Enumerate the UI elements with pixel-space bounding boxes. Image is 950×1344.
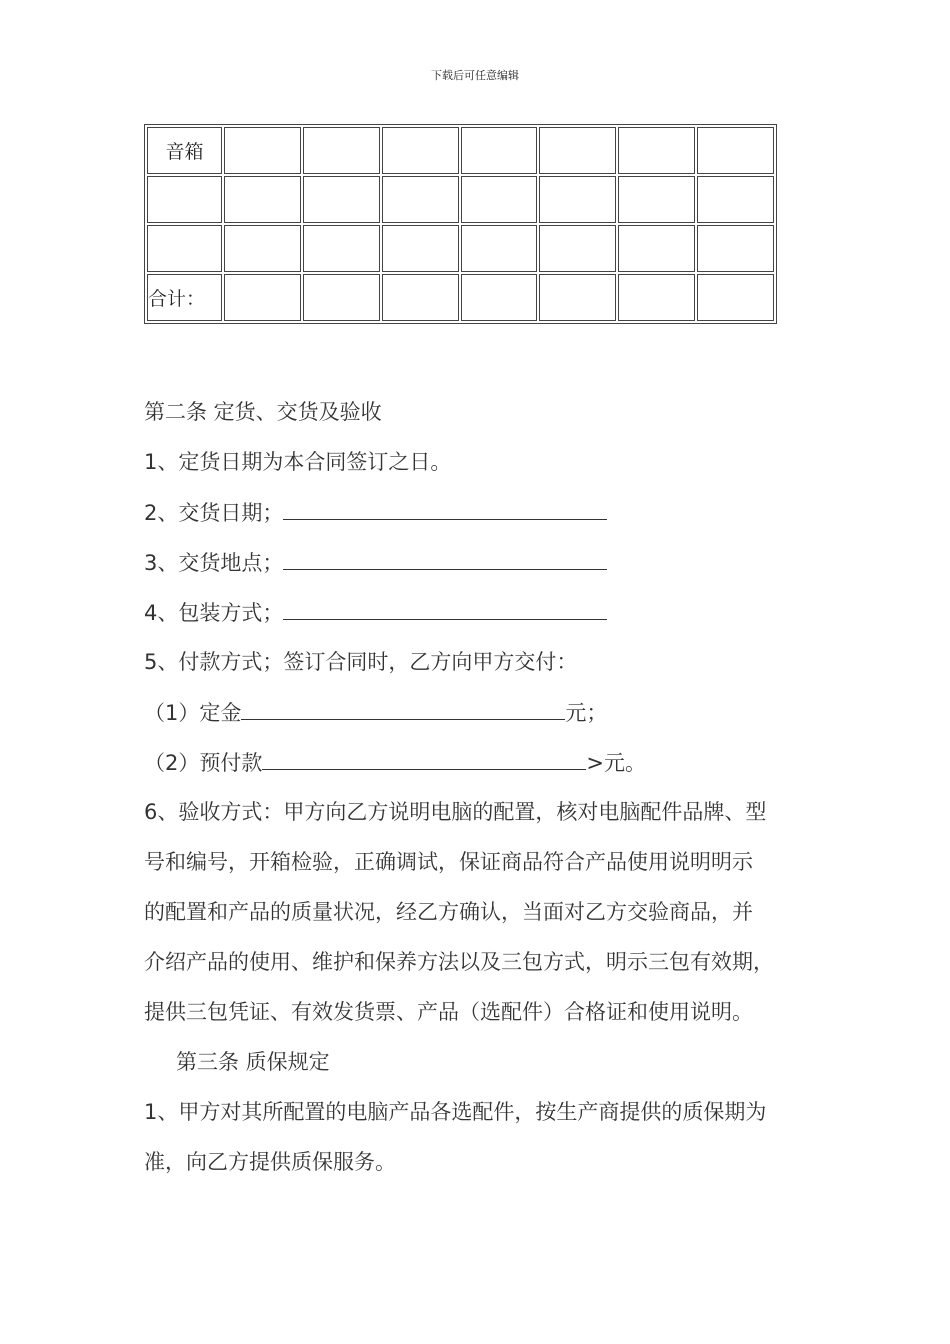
table-cell [461, 274, 538, 321]
table-row [147, 127, 774, 174]
table-cell [303, 176, 380, 223]
section2-item5: 5、付款方式；签订合同时，乙方向甲方交付： [144, 650, 578, 674]
page-header: 下载后可任意编辑 [431, 69, 519, 82]
section2-item4 [144, 597, 814, 628]
table-cell [697, 176, 774, 223]
deposit-label: （1）定金 [144, 701, 242, 725]
table-cell [224, 225, 301, 272]
table-cell [303, 127, 380, 174]
section2-item6-line4: 介绍产品的使用、维护和保养方法以及三包方式，明示三包有效期， [144, 950, 774, 974]
table-cell [382, 225, 459, 272]
prepayment-label: （2）预付款 [144, 751, 263, 775]
table-row [147, 176, 774, 223]
table-row [147, 225, 774, 272]
table-cell [697, 274, 774, 321]
section2-item6-line3: 的配置和产品的质量状况，经乙方确认，当面对乙方交验商品，并 [144, 900, 753, 924]
table-cell [382, 274, 459, 321]
table-cell [618, 274, 695, 321]
table-cell [618, 176, 695, 223]
table-cell [461, 225, 538, 272]
table-cell [303, 274, 380, 321]
section2-item1: 1、定货日期为本合同签订之日。 [144, 450, 452, 474]
table-cell [618, 127, 695, 174]
table-cell [382, 176, 459, 223]
table-cell [224, 176, 301, 223]
table-cell [461, 176, 538, 223]
deposit-suffix: 元； [565, 701, 608, 725]
table-cell [303, 225, 380, 272]
packaging-blank[interactable] [283, 597, 607, 620]
table-cell [224, 274, 301, 321]
section2-item3 [144, 547, 814, 578]
table-cell [697, 225, 774, 272]
item2-label: 2、交货日期； [144, 501, 284, 525]
section2-sub1 [144, 697, 814, 728]
prepayment-blank[interactable] [262, 747, 586, 770]
table-cell [539, 274, 616, 321]
item4-label: 4、包装方式； [144, 601, 284, 625]
table-cell [224, 127, 301, 174]
row-label-cell: 音箱 [147, 127, 222, 174]
section2-title: 第二条 定货、交货及验收 [144, 400, 382, 424]
table-cell [461, 127, 538, 174]
table-cell [539, 225, 616, 272]
section2-item6-line5: 提供三包凭证、有效发货票、产品（选配件）合格证和使用说明。 [144, 1000, 753, 1024]
section2-sub2 [144, 747, 814, 778]
table-cell [382, 127, 459, 174]
table-row [147, 274, 774, 321]
row-label-cell [147, 225, 222, 272]
section3-item1-line1: 1、甲方对其所配置的电脑产品各选配件，按生产商提供的质保期为 [144, 1100, 767, 1124]
table-cell [539, 127, 616, 174]
delivery-place-blank[interactable] [283, 547, 607, 570]
section2-item2 [144, 497, 814, 528]
section3-item1-line2: 准，向乙方提供质保服务。 [144, 1150, 396, 1174]
delivery-date-blank[interactable] [283, 497, 607, 520]
table-cell [618, 225, 695, 272]
row-label-cell [147, 176, 222, 223]
item3-label: 3、交货地点； [144, 551, 284, 575]
table-cell [539, 176, 616, 223]
prepayment-suffix: >元。 [586, 751, 646, 775]
deposit-blank[interactable] [241, 697, 565, 720]
section2-item6-line2: 号和编号，开箱检验，正确调试，保证商品符合产品使用说明明示 [144, 850, 753, 874]
spec-table [144, 124, 777, 324]
section3-title: 第三条 质保规定 [176, 1050, 330, 1074]
section2-item6-line1: 6、验收方式：甲方向乙方说明电脑的配置，核对电脑配件品牌、型 [144, 800, 767, 824]
row-label-cell: 合计： [147, 274, 222, 321]
table-cell [697, 127, 774, 174]
